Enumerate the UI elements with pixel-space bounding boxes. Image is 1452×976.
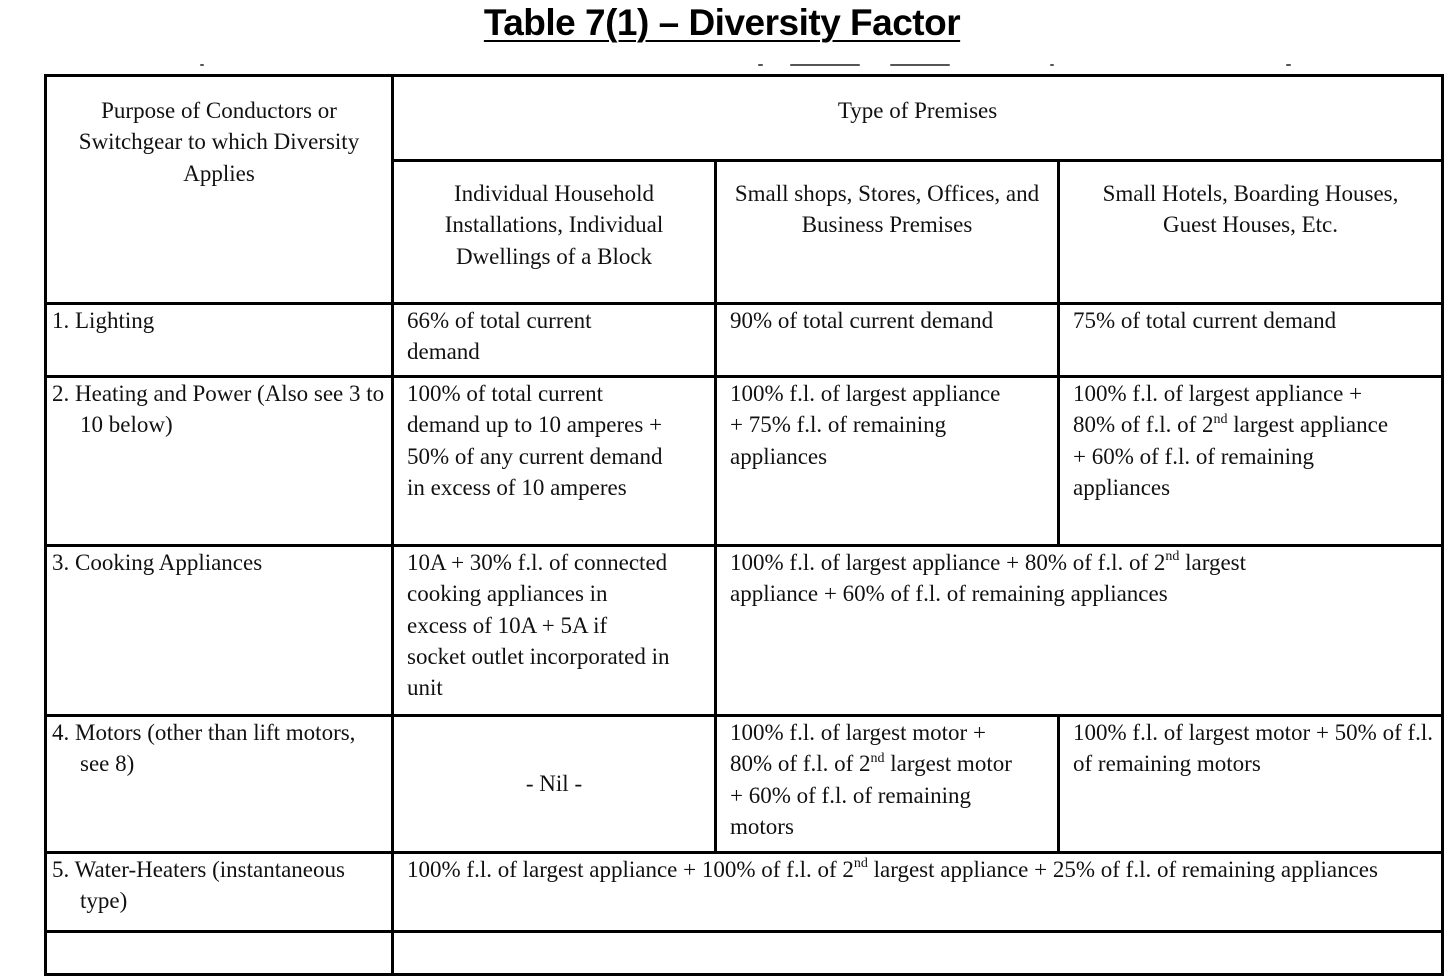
purpose-text: 4. Motors (other than lift motors, see 8): [52, 720, 356, 777]
hotels-cell: 75% of total current demand: [1059, 304, 1443, 377]
diversity-factor-table: [44, 74, 1444, 976]
shops-hotels-text-part1: 100% f.l. of largest appliance + 80% of f.l. of 2: [730, 550, 1166, 575]
table-row: [46, 716, 1443, 853]
household-cell: - Nil -: [393, 716, 716, 853]
table-title: [0, 2, 1444, 44]
hotels-cell: [1059, 377, 1443, 546]
shops-column-header: Small shops, Stores, Offices, and Business Premises: [716, 161, 1059, 304]
table-row: [46, 304, 1443, 377]
purpose-cell: [46, 932, 393, 975]
shops-text-part1: 100% f.l. of largest motor + 80% of f.l. of 2: [730, 720, 986, 777]
all-premises-cell: [393, 932, 1443, 975]
ordinal-suffix: nd: [870, 750, 885, 766]
table-title-text: Table 7(1) – Diversity Factor: [483, 2, 961, 43]
hotels-text-part1: 100% f.l. of largest appliance + 80% of f.l. of 2: [1073, 381, 1363, 438]
ordinal-suffix: nd: [853, 856, 868, 872]
ordinal-suffix: nd: [1213, 411, 1228, 427]
household-cell: 10A + 30% f.l. of connected cooking appliances in excess of 10A + 5A if socket outlet incorporated in unit: [393, 546, 716, 716]
purpose-cell: [46, 716, 393, 853]
type-of-premises-header: Type of Premises: [393, 76, 1443, 161]
table-row: [46, 546, 1443, 716]
purpose-cell: [46, 546, 393, 716]
hotels-text-part2: largest appliance + 60% of f.l. of remaining appliances: [1073, 412, 1389, 500]
shops-cell: [716, 716, 1059, 853]
cropped-text-remnant: [190, 62, 1300, 68]
all-text-part1: 100% f.l. of largest appliance + 100% of f.l. of 2: [407, 857, 854, 882]
table-row-partial: [46, 932, 1443, 975]
table-row: [46, 853, 1443, 932]
shops-hotels-text-part2: largest appliance + 60% of f.l. of remaining appliances: [730, 550, 1247, 607]
household-column-header: Individual Household Installations, Individual Dwellings of a Block: [393, 161, 716, 304]
shops-text-part2: largest motor + 60% of f.l. of remaining motors: [730, 751, 1012, 839]
all-text-part2: largest appliance + 25% of f.l. of remaining appliances: [867, 857, 1378, 882]
ordinal-suffix: nd: [1165, 549, 1180, 565]
shops-cell: 100% f.l. of largest appliance + 75% f.l. of remaining appliances: [716, 377, 1059, 546]
all-premises-cell: [393, 853, 1443, 932]
purpose-cell: [46, 853, 393, 932]
shops-and-hotels-cell: [716, 546, 1443, 716]
purpose-cell: [46, 304, 393, 377]
purpose-text: 1. Lighting: [52, 308, 155, 333]
purpose-text: 5. Water-Heaters (instantaneous type): [52, 857, 345, 914]
purpose-text: 3. Cooking Appliances: [52, 550, 263, 575]
purpose-text: 2. Heating and Power (Also see 3 to 10 below): [52, 381, 385, 438]
hotels-column-header: Small Hotels, Boarding Houses, Guest Houses, Etc.: [1059, 161, 1443, 304]
shops-cell: 90% of total current demand: [716, 304, 1059, 377]
purpose-column-header: Purpose of Conductors or Switchgear to which Diversity Applies: [46, 76, 393, 304]
table-row: [46, 377, 1443, 546]
household-cell: 66% of total current demand: [393, 304, 716, 377]
header-row: [46, 76, 1443, 161]
purpose-cell: [46, 377, 393, 546]
household-cell: 100% of total current demand up to 10 amperes + 50% of any current demand in excess of 10 amperes: [393, 377, 716, 546]
hotels-cell: 100% f.l. of largest motor + 50% of f.l. of remaining motors: [1059, 716, 1443, 853]
